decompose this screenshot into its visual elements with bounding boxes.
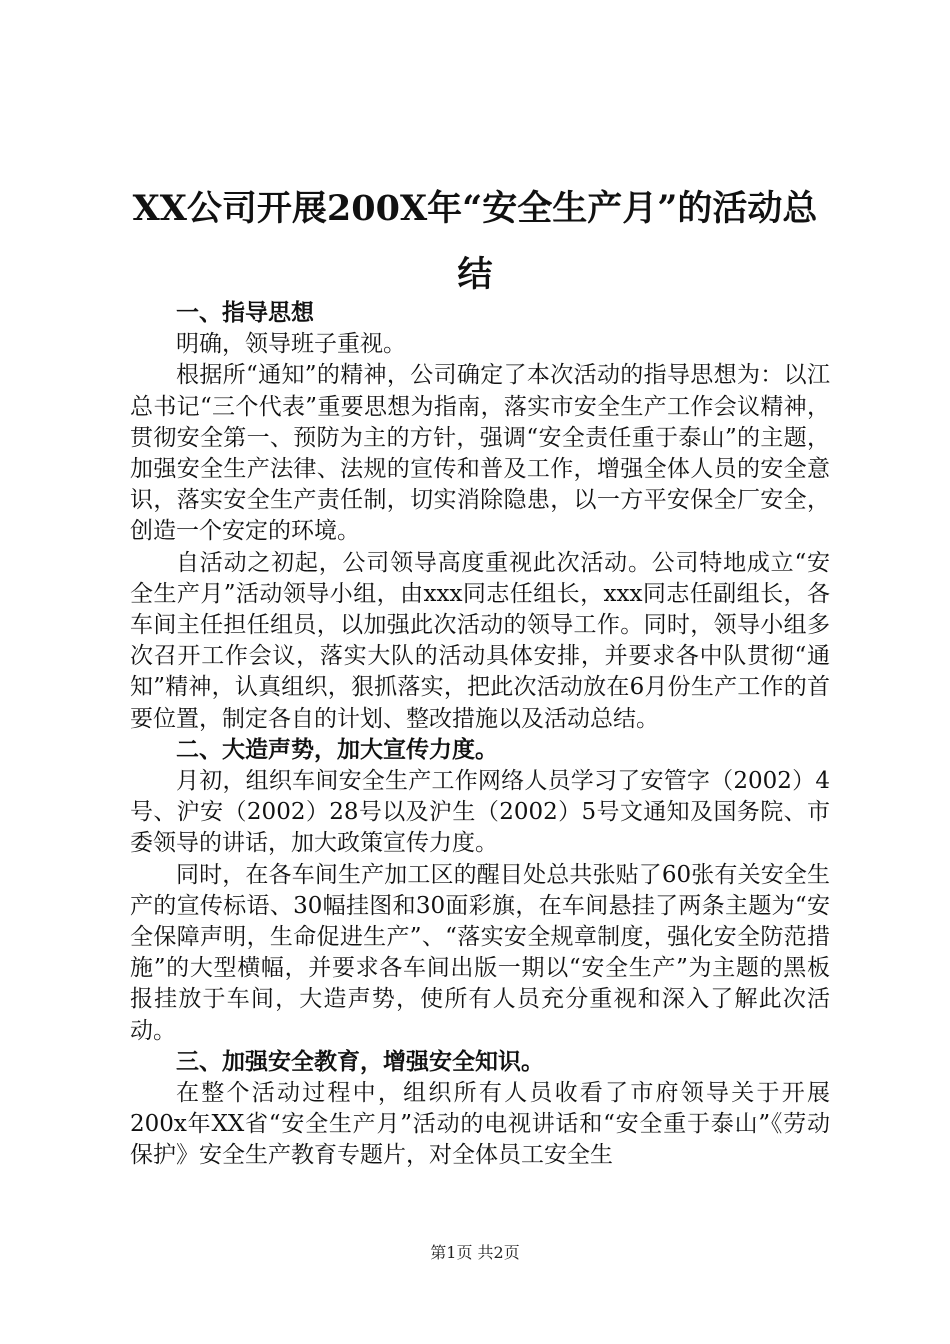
section-heading: 一、指导思想 (176, 300, 314, 326)
paragraph: 自活动之初起，公司领导高度重视此次活动。公司特地成立“安全生产月”活动领导小组，由xxx同志任组长，xxx同志任副组长，各车间主任担任组员，以加强此次活动的领导工作。同时，领导小组多次召开工作会议，落实大队的活动具体安排，并要求各中队贯彻“通知”精神，认真组织，狠抓落实，把此次活动放在6月份生产工作的首要位置，制定各自的计划、整改措施以及活动总结。 (130, 549, 830, 732)
paragraph: 月初，组织车间安全生产工作网络人员学习了安管字（2002）4号、沪安（2002）28号以及沪生（2002）5号文通知及国务院、市委领导的讲话，加大政策宣传力度。 (130, 768, 830, 857)
page-indicator: 第1页 共2页 (430, 1243, 520, 1262)
document-body (130, 298, 830, 1172)
section-heading: 三、加强安全教育，增强安全知识。 (176, 1048, 544, 1075)
paragraph: 根据所“通知”的精神，公司确定了本次活动的指导思想为：以江总书记“三个代表”重要思想为指南，落实市安全生产工作会议精神，贯彻安全第一、预防为主的方针，强调“安全责任重于泰山”的主题，加强安全生产法律、法规的宣传和普及工作，增强全体人员的安全意识，落实安全生产责任制，切实消除隐患，以一方平安保全厂安全，创造一个安定的环境。 (130, 362, 830, 545)
paragraph: 明确，领导班子重视。 (176, 331, 406, 358)
document-title: XX公司开展200X年“安全生产月”的活动总结 (132, 188, 818, 295)
paragraph: 在整个活动过程中，组织所有人员收看了市府领导关于开展200x年XX省“安全生产月”活动的电视讲话和“安全重于泰山”《劳动保护》安全生产教育专题片，对全体员工安全生 (130, 1080, 830, 1169)
section-heading: 二、大造声势，加大宣传力度。 (176, 736, 498, 763)
paragraph: 同时，在各车间生产加工区的醒目处总共张贴了60张有关安全生产的宣传标语、30幅挂图和30面彩旗，在车间悬挂了两条主题为“安全保障声明，生命促进生产”、“落实安全规章制度，强化安全防范措施”的大型横幅，并要求各车间出版一期以“安全生产”为主题的黑板报挂放于车间，大造声势，使所有人员充分重视和深入了解此次活动。 (130, 861, 830, 1044)
